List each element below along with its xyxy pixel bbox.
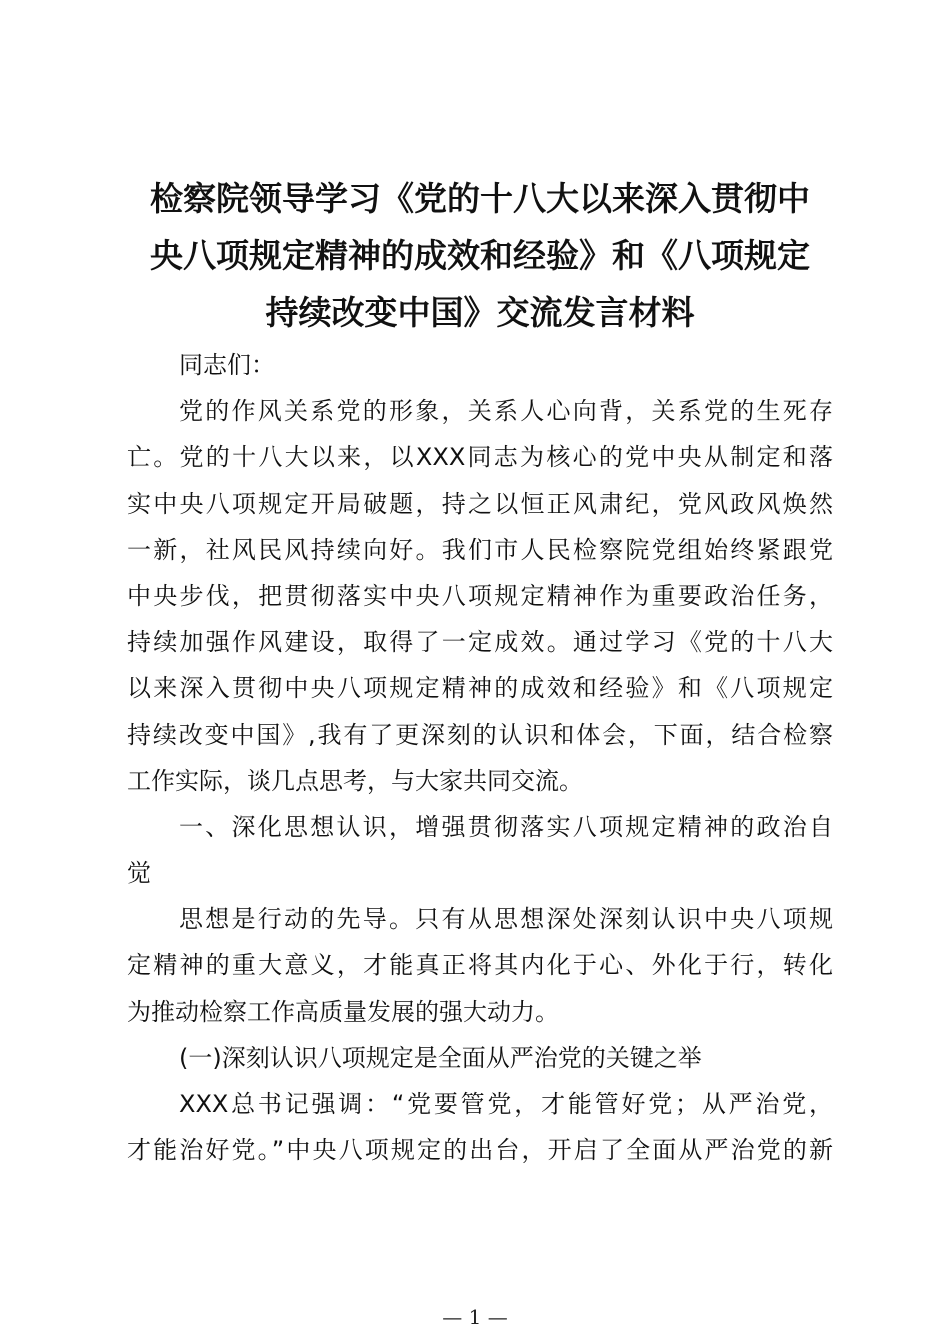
title-line-1: 检察院领导学习《党的十八大以来深入贯彻中 <box>150 179 810 218</box>
paragraph-1-line-7: 以来深入贯彻中央八项规定精神的成效和经验》和《八项规定 <box>127 674 833 703</box>
salutation: 同志们： <box>179 351 275 379</box>
title-line-2: 央八项规定精神的成效和经验》和《八项规定 <box>150 236 810 275</box>
paragraph-3-line-2: 才能治好党。”中央八项规定的出台，开启了全面从严治党的新 <box>127 1136 833 1165</box>
paragraph-1-line-2: 亡。党的十八大以来，以XXX同志为核心的党中央从制定和落 <box>127 443 833 472</box>
subsection-heading: (一)深刻认识八项规定是全面从严治党的关键之举 <box>179 1043 702 1072</box>
paragraph-1-line-5: 中央步伐，把贯彻落实中央八项规定精神作为重要政治任务， <box>127 581 833 610</box>
paragraph-1-line-8: 持续改变中国》,我有了更深刻的认识和体会，下面，结合检察 <box>127 720 833 749</box>
paragraph-3-line-1: XXX总书记强调：“党要管党，才能管好党；从严治党， <box>179 1090 833 1118</box>
paragraph-1-line-6: 持续加强作风建设，取得了一定成效。通过学习《党的十八大 <box>127 628 833 657</box>
paragraph-1-line-9: 工作实际，谈几点思考，与大家共同交流。 <box>127 766 583 795</box>
section-heading-line-1: 一、深化思想认识，增强贯彻落实八项规定精神的政治自 <box>179 812 833 841</box>
paragraph-2-line-1: 思想是行动的先导。只有从思想深处深刻认识中央八项规 <box>179 905 833 934</box>
paragraph-2-line-3: 为推动检察工作高质量发展的强大动力。 <box>127 997 559 1026</box>
paragraph-1-line-4: 一新，社风民风持续向好。我们市人民检察院党组始终紧跟党 <box>127 535 833 564</box>
document-body <box>127 342 833 1173</box>
title-line-3: 持续改变中国》交流发言材料 <box>265 293 695 332</box>
section-heading-line-2: 觉 <box>127 859 151 888</box>
page-number: — 1 — <box>442 1305 508 1329</box>
paragraph-2-line-2: 定精神的重大意义，才能真正将其内化于心、外化于行，转化 <box>127 951 833 980</box>
paragraph-1-line-1: 党的作风关系党的形象，关系人心向背，关系党的生死存 <box>179 397 833 426</box>
document-title <box>125 170 835 341</box>
paragraph-1-line-3: 实中央八项规定开局破题，持之以恒正风肃纪，党风政风焕然 <box>127 489 833 518</box>
